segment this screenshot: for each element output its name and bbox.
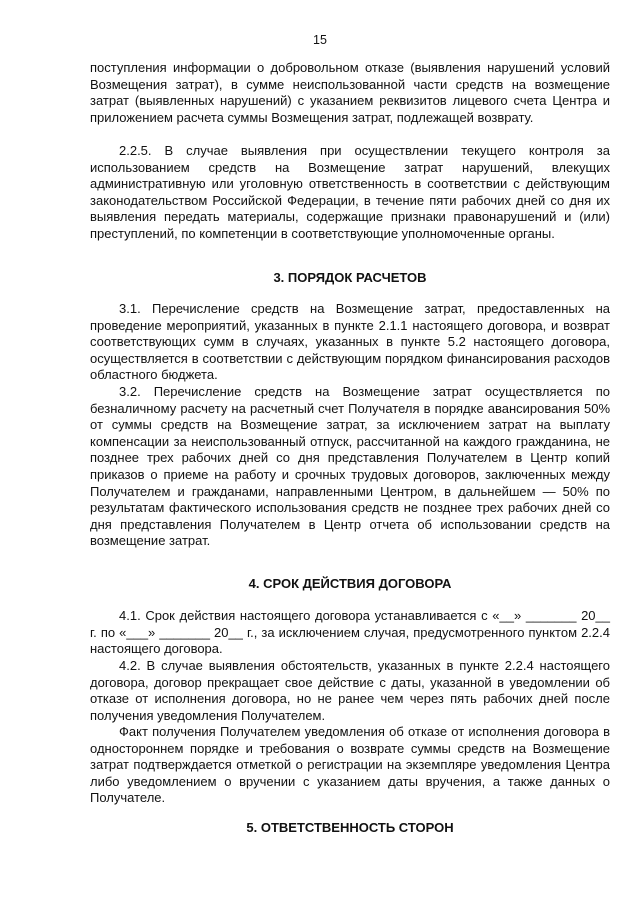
paragraph-4-2 bbox=[90, 658, 610, 724]
paragraph-4-2-text: 4.2. В случае выявления обстоятельств, указанных в пункте 2.2.4 настоящего договора, договор прекращает свое действие с даты, указанной в уведомлении об отказе от исполнения договора, но не ранее чем через пять рабочих дней после получения уведомления Получателем. bbox=[90, 658, 610, 723]
paragraph-3-1 bbox=[90, 301, 610, 384]
paragraph-3-2 bbox=[90, 384, 610, 550]
section-heading-3: 3. ПОРЯДОК РАСЧЕТОВ bbox=[273, 270, 427, 285]
paragraph-4-1 bbox=[90, 608, 610, 658]
paragraph-continuation: поступления информации о добровольном отказе (выявления нарушений условий Возмещения затрат), в сумме неиспользованной части средств на возмещение затрат (выявленных нарушений) с указанием реквизитов лицевого счета Центра и приложением расчета суммы Возмещения затрат, подлежащей возврату. bbox=[90, 60, 610, 125]
paragraph-3-2-text: 3.2. Перечисление средств на Возмещение затрат осуществляется по безналичному расчету на расчетный счет Получателя в порядке авансирования 50% от суммы средств на Возмещение затрат, за исключением затрат на выплату компенсации за неиспользованный отпуск, рассчитанной на каждого гражданина, не позднее трех рабочих дней со дня представления Получателем в Центр копий приказов о приеме на работу и срочных трудовых договоров, заключенных между Получателем и гражданами, направленными Центром, в дальнейшем — 50% по результатам фактического использования средств не позднее трех рабочих дней со дня представления Получателем в Центр отчета об использовании средств на возмещение затрат. bbox=[90, 384, 610, 549]
paragraph-2-2-5-text: 2.2.5. В случае выявления при осуществлении текущего контроля за использованием средств на Возмещение затрат нарушений, влекущих административную или уголовную ответственность в соответствии с действующим законодательством Российской Федерации, в течение пяти рабочих дней со дня их выявления передать материалы, содержащие признаки правонарушений и (или) преступлений, по компетенции в соответствующие уполномоченные органы. bbox=[90, 143, 610, 241]
paragraph-4-1-text: 4.1. Срок действия настоящего договора устанавливается с «__» _______ 20__ г. по «___» _______ 20__ г., за исключением случая, предусмотренного пунктом 2.2.4 настоящего договора. bbox=[90, 608, 610, 657]
page-number: 15 bbox=[313, 33, 327, 47]
paragraph-2-2-5 bbox=[90, 143, 610, 243]
section-heading-5: 5. ОТВЕТСТВЕННОСТЬ СТОРОН bbox=[246, 820, 454, 835]
paragraph-notice bbox=[90, 724, 610, 807]
paragraph-notice-text: Факт получения Получателем уведомления об отказе от исполнения договора в одностороннем порядке и требования о возврате суммы средств на Возмещение затрат подтверждается отметкой о регистрации на экземпляре уведомления Центра либо уведомлением о вручении с указанием даты вручения, а также данных о Получателе. bbox=[90, 724, 610, 806]
section-heading-4: 4. СРОК ДЕЙСТВИЯ ДОГОВОРА bbox=[248, 576, 452, 591]
paragraph-3-1-text: 3.1. Перечисление средств на Возмещение затрат, предоставленных на проведение мероприятий, указанных в пункте 2.1.1 настоящего договора, и возврат соответствующих сумм в случаях, указанных в пункте 5.2 настоящего договора, осуществляется в соответствии с действующим порядком финансирования расходов областного бюджета. bbox=[90, 301, 610, 383]
